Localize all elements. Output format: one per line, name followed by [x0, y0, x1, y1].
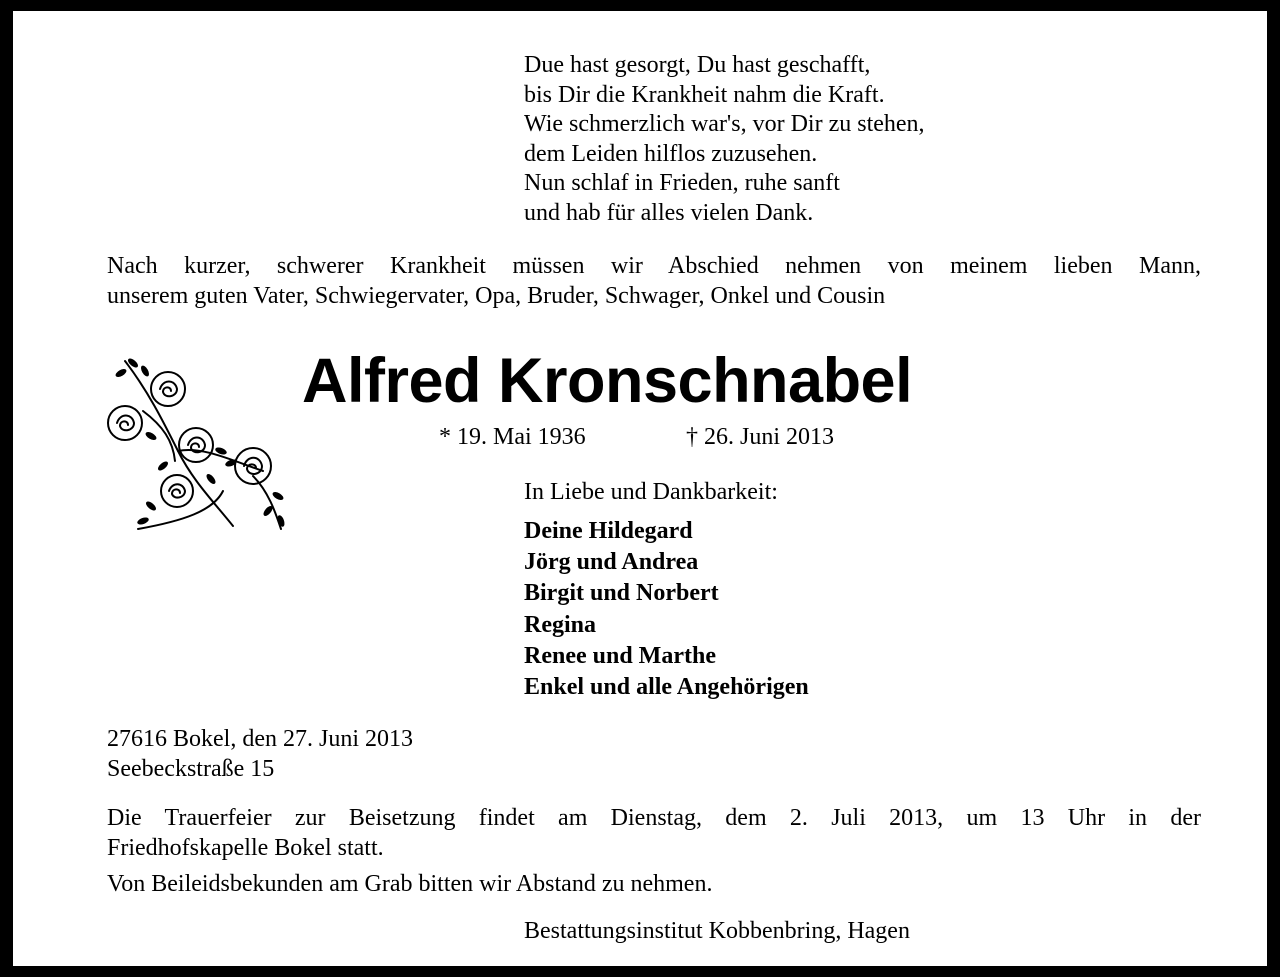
funeral-info	[107, 803, 1201, 863]
mourners-list	[524, 516, 809, 703]
mourner-name: Birgit und Norbert	[524, 580, 719, 607]
death-date: † 26. Juni 2013	[686, 424, 835, 450]
mourner-name: Regina	[524, 611, 596, 638]
address	[107, 724, 413, 784]
intro-line: unserem guten Vater, Schwiegervater, Opa, Bruder, Schwager, Onkel und Cousin	[107, 283, 886, 309]
mourners-heading: In Liebe und Dankbarkeit:	[524, 479, 778, 505]
mourner-name: Deine Hildegard	[524, 518, 693, 544]
poem-line: bis Dir die Krankheit nahm die Kraft.	[524, 81, 885, 108]
place-date: 27616 Bokel, den 27. Juni 2013	[107, 726, 413, 752]
intro-text	[107, 251, 1201, 311]
undertaker: Bestattungsinstitut Kobbenbring, Hagen	[524, 918, 910, 944]
poem-line: Wie schmerzlich war's, vor Dir zu stehen,	[524, 111, 925, 138]
funeral-line: Friedhofskapelle Bokel statt.	[107, 835, 384, 861]
poem	[524, 51, 925, 229]
poem-line: Due hast gesorgt, Du hast geschafft,	[524, 52, 871, 78]
condolences-note: Von Beileidsbekunden am Grab bitten wir Abstand zu nehmen.	[107, 871, 713, 897]
mourner-name: Enkel und alle Angehörigen	[524, 674, 809, 701]
mourner-name: Renee und Marthe	[524, 642, 716, 669]
poem-line: dem Leiden hilflos zuzusehen.	[524, 140, 818, 167]
birth-date: * 19. Mai 1936	[439, 424, 586, 450]
poem-line: Nun schlaf in Frieden, ruhe sanft	[524, 170, 840, 197]
mourner-name: Jörg und Andrea	[524, 549, 699, 576]
intro-line: Nach kurzer, schwerer Krankheit müssen wir Abschied nehmen von meinem lieben Mann,	[107, 253, 1201, 279]
street: Seebeckstraße 15	[107, 756, 275, 782]
deceased-name: Alfred Kronschnabel	[302, 346, 913, 416]
funeral-line: Die Trauerfeier zur Beisetzung findet am Dienstag, dem 2. Juli 2013, um 13 Uhr in der	[107, 805, 1201, 831]
roses-illustration-icon	[103, 351, 293, 541]
poem-line: und hab für alles vielen Dank.	[524, 199, 814, 226]
